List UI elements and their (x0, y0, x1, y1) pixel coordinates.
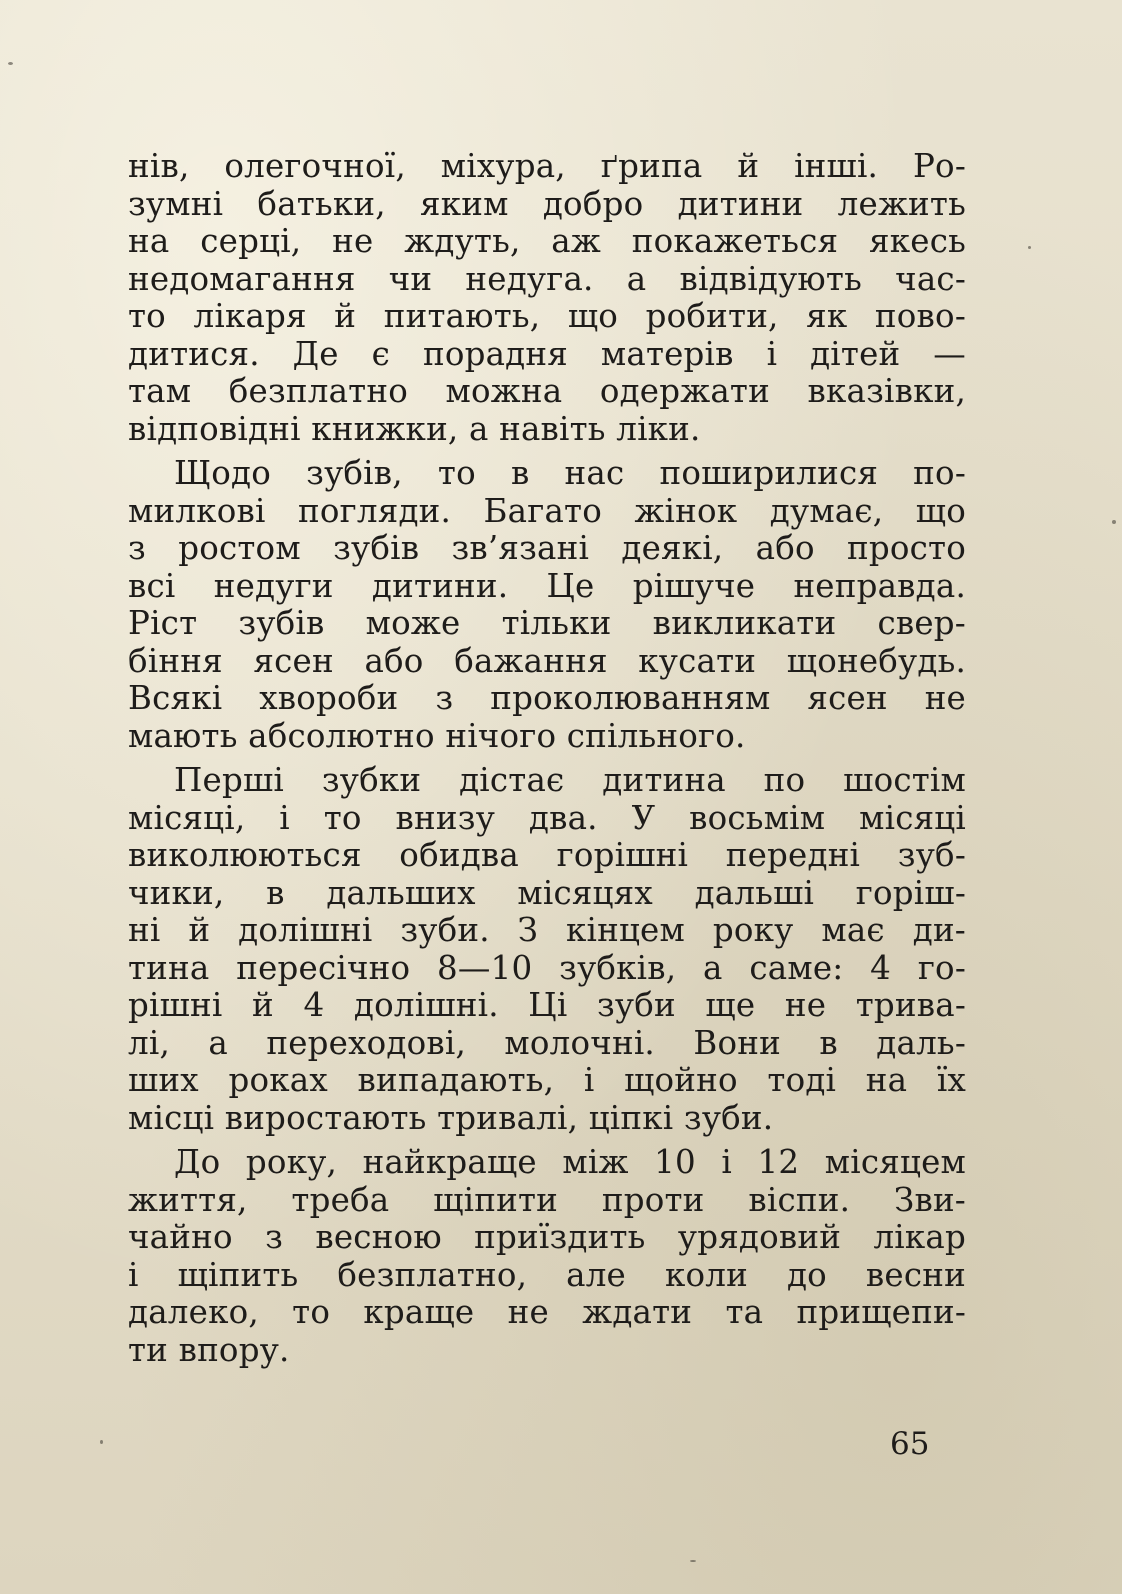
text-line: ні й долішні зуби. З кінцем року має ди- (128, 911, 966, 949)
text-line: там безплатно можна одержати вказівки, (128, 372, 966, 410)
text-line: милкові погляди. Багато жінок думає, що (128, 491, 966, 530)
text-line: виколюються обидва горішні передні зуб- (128, 836, 966, 874)
paragraph-2 (128, 455, 966, 755)
paper-speck (8, 62, 13, 65)
text-line: нів, олегочної, міхура, ґрипа й інші. Ро- (128, 147, 966, 185)
text-line: всі недуги дитини. Це рішуче неправда. (128, 566, 966, 605)
text-line: дитися. Де є порадня матерів і дітей — (128, 334, 966, 373)
text-line: ти впору. (128, 1330, 290, 1369)
body-text (128, 148, 966, 1376)
text-line: До року, найкраще між 10 і 12 місяцем (174, 1143, 966, 1181)
text-line: біння ясен або бажання кусати щонебудь. (128, 641, 966, 680)
text-line: Всякі хвороби з проколюванням ясен не (128, 679, 966, 717)
text-line: Перші зубки дістає дитина по шостім (174, 761, 966, 799)
text-line: місці виростають тривалі, ціпкі зуби. (128, 1098, 774, 1137)
paper-speck (100, 1440, 103, 1444)
text-line: на серці, не ждуть, аж покажеться якесь (128, 222, 966, 260)
text-line: мають абсолютно нічого спільного. (128, 716, 746, 755)
text-line: лі, а переходові, молочні. Вони в даль- (128, 1023, 966, 1062)
paper-speck (690, 1560, 696, 1562)
text-line: чайно з весною приїздить урядовий лікар (128, 1218, 966, 1256)
paper-speck (1028, 246, 1031, 249)
text-line: далеко, то краще не ждати та прищепи- (128, 1293, 966, 1331)
paragraph-4 (128, 1144, 966, 1369)
text-line: ших роках випадають, і щойно тоді на їх (128, 1061, 966, 1099)
text-line: недомагання чи недуга. а відвідують час- (128, 259, 966, 298)
text-line: чики, в дальших місяцях дальші горіш- (128, 873, 966, 912)
text-line: і щіпить безплатно, але коли до весни (128, 1255, 966, 1294)
text-line: місяці, і то внизу два. У восьмім місяці (128, 798, 966, 837)
text-line: відповідні книжки, а навіть ліки. (128, 409, 701, 448)
paragraph-1 (128, 148, 966, 448)
text-line: зумні батьки, яким добро дитини лежить (128, 184, 966, 223)
text-line: Ріст зубів може тільки викликати свер- (128, 604, 966, 642)
text-line: Щодо зубів, то в нас поширилися по- (174, 454, 966, 492)
page-number: 65 (890, 1426, 930, 1462)
paragraph-3 (128, 762, 966, 1137)
text-line: тина пересічно 8—10 зубків, а саме: 4 го- (128, 948, 966, 987)
text-line: життя, треба щіпити проти віспи. Зви- (128, 1180, 966, 1219)
paper-speck (1112, 520, 1116, 524)
text-line: то лікаря й питають, що робити, як пово- (128, 297, 966, 335)
text-line: рішні й 4 долішні. Ці зуби ще не трива- (128, 986, 966, 1024)
text-line: з ростом зубів зв’язані деякі, або просто (128, 529, 966, 567)
